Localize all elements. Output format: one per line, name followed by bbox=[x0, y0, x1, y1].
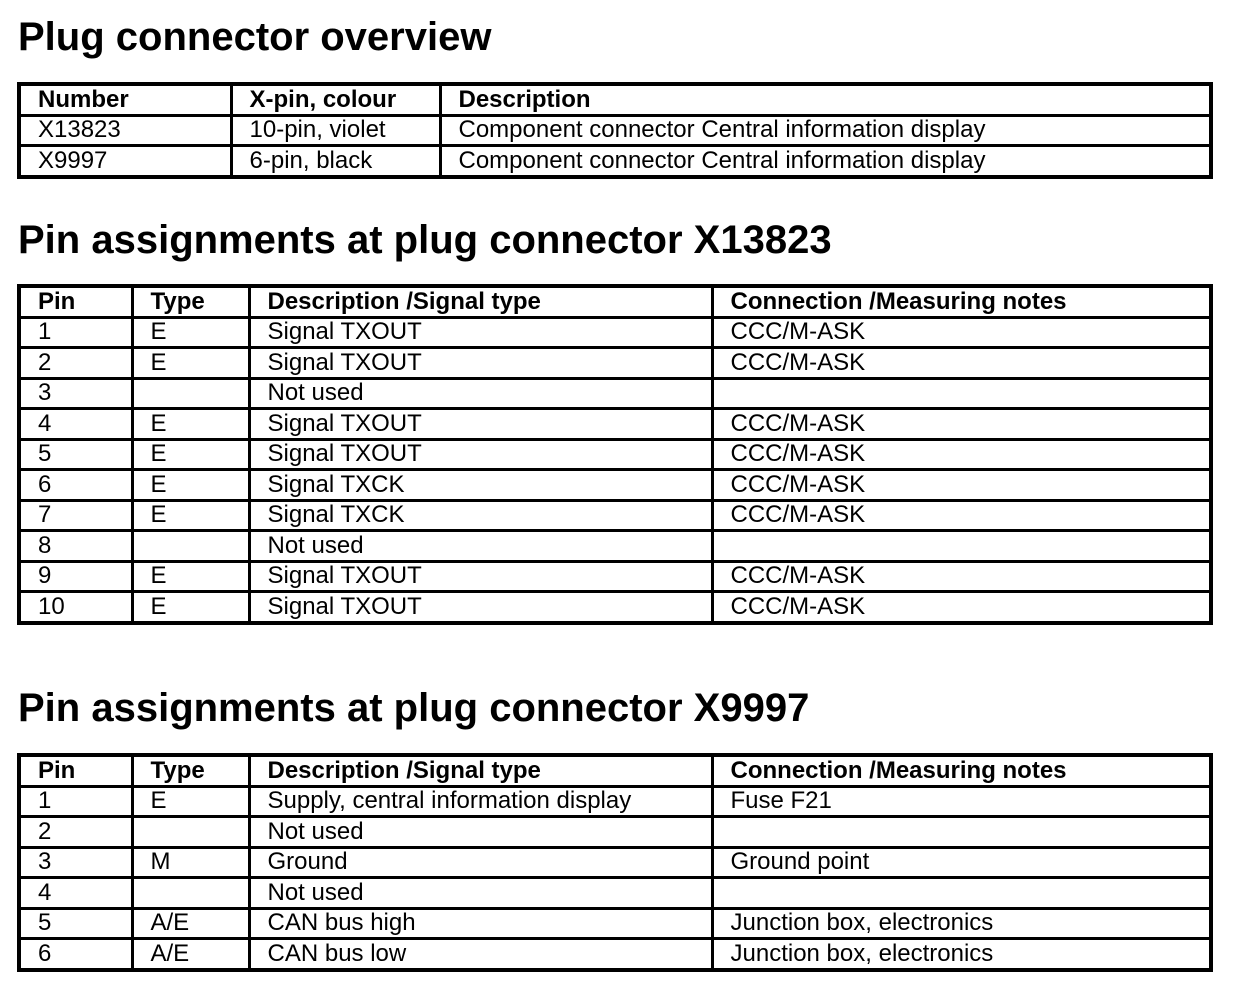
header-description: Description bbox=[440, 84, 1211, 115]
cell-type: E bbox=[132, 470, 249, 501]
table-row bbox=[19, 561, 1211, 592]
cell-type: E bbox=[132, 592, 249, 623]
cell-description: Not used bbox=[249, 878, 712, 909]
header-connection-measuring-notes: Connection /Measuring notes bbox=[712, 286, 1211, 317]
cell-number: X9997 bbox=[19, 146, 231, 177]
cell-pin: 5 bbox=[19, 439, 132, 470]
cell-description: Signal TXOUT bbox=[249, 348, 712, 379]
cell-pin: 1 bbox=[19, 786, 132, 817]
table-header-row bbox=[19, 755, 1211, 786]
cell-description: Not used bbox=[249, 378, 712, 409]
cell-pin: 3 bbox=[19, 378, 132, 409]
header-description-signal-type: Description /Signal type bbox=[249, 286, 712, 317]
cell-description: Component connector Central information display bbox=[440, 115, 1211, 146]
plug-connector-overview-table bbox=[17, 82, 1213, 179]
cell-x-pin-colour: 6-pin, black bbox=[231, 146, 440, 177]
cell-connection: Junction box, electronics bbox=[712, 908, 1211, 939]
cell-connection bbox=[712, 378, 1211, 409]
cell-type bbox=[132, 878, 249, 909]
table-row bbox=[19, 115, 1211, 146]
table-row bbox=[19, 908, 1211, 939]
header-type: Type bbox=[132, 755, 249, 786]
cell-description: Component connector Central information display bbox=[440, 146, 1211, 177]
cell-connection: Junction box, electronics bbox=[712, 939, 1211, 970]
header-pin: Pin bbox=[19, 755, 132, 786]
cell-connection: Ground point bbox=[712, 847, 1211, 878]
cell-type: E bbox=[132, 348, 249, 379]
header-description-signal-type: Description /Signal type bbox=[249, 755, 712, 786]
cell-description: Signal TXCK bbox=[249, 470, 712, 501]
table-row bbox=[19, 592, 1211, 623]
pin-assignments-x9997-table bbox=[17, 753, 1213, 972]
cell-type: E bbox=[132, 786, 249, 817]
cell-description: Signal TXOUT bbox=[249, 317, 712, 348]
cell-pin: 9 bbox=[19, 561, 132, 592]
table-header-row bbox=[19, 286, 1211, 317]
cell-pin: 6 bbox=[19, 939, 132, 970]
cell-connection: Fuse F21 bbox=[712, 786, 1211, 817]
cell-type: E bbox=[132, 500, 249, 531]
table-row bbox=[19, 939, 1211, 970]
cell-type bbox=[132, 531, 249, 562]
cell-description: Signal TXOUT bbox=[249, 561, 712, 592]
cell-pin: 2 bbox=[19, 817, 132, 848]
cell-connection bbox=[712, 878, 1211, 909]
cell-type: E bbox=[132, 409, 249, 440]
table-row bbox=[19, 878, 1211, 909]
cell-description: Ground bbox=[249, 847, 712, 878]
cell-description: Signal TXOUT bbox=[249, 439, 712, 470]
cell-type: A/E bbox=[132, 939, 249, 970]
table-row bbox=[19, 409, 1211, 440]
header-number: Number bbox=[19, 84, 231, 115]
cell-x-pin-colour: 10-pin, violet bbox=[231, 115, 440, 146]
cell-connection: CCC/M-ASK bbox=[712, 409, 1211, 440]
cell-pin: 3 bbox=[19, 847, 132, 878]
table-row bbox=[19, 786, 1211, 817]
cell-description: Signal TXOUT bbox=[249, 409, 712, 440]
cell-type: E bbox=[132, 439, 249, 470]
cell-connection: CCC/M-ASK bbox=[712, 561, 1211, 592]
cell-type bbox=[132, 378, 249, 409]
cell-description: Not used bbox=[249, 817, 712, 848]
cell-connection: CCC/M-ASK bbox=[712, 439, 1211, 470]
table-row bbox=[19, 439, 1211, 470]
table-row bbox=[19, 847, 1211, 878]
cell-pin: 5 bbox=[19, 908, 132, 939]
table-row bbox=[19, 470, 1211, 501]
cell-description: Signal TXOUT bbox=[249, 592, 712, 623]
cell-pin: 4 bbox=[19, 878, 132, 909]
header-connection-measuring-notes: Connection /Measuring notes bbox=[712, 755, 1211, 786]
cell-description: Supply, central information display bbox=[249, 786, 712, 817]
cell-connection bbox=[712, 817, 1211, 848]
cell-type bbox=[132, 817, 249, 848]
cell-type: E bbox=[132, 317, 249, 348]
x9997-title: Pin assignments at plug connector X9997 bbox=[18, 686, 810, 730]
cell-connection: CCC/M-ASK bbox=[712, 500, 1211, 531]
overview-title: Plug connector overview bbox=[18, 15, 492, 59]
cell-pin: 7 bbox=[19, 500, 132, 531]
cell-pin: 6 bbox=[19, 470, 132, 501]
table-header-row bbox=[19, 84, 1211, 115]
cell-connection: CCC/M-ASK bbox=[712, 470, 1211, 501]
cell-pin: 2 bbox=[19, 348, 132, 379]
cell-pin: 1 bbox=[19, 317, 132, 348]
table-row bbox=[19, 348, 1211, 379]
table-row bbox=[19, 317, 1211, 348]
header-type: Type bbox=[132, 286, 249, 317]
cell-connection bbox=[712, 531, 1211, 562]
pin-assignments-x13823-table bbox=[17, 284, 1213, 625]
table-row bbox=[19, 500, 1211, 531]
cell-number: X13823 bbox=[19, 115, 231, 146]
table-row bbox=[19, 146, 1211, 177]
table-row bbox=[19, 531, 1211, 562]
cell-connection: CCC/M-ASK bbox=[712, 317, 1211, 348]
cell-description: Not used bbox=[249, 531, 712, 562]
header-pin: Pin bbox=[19, 286, 132, 317]
cell-type: E bbox=[132, 561, 249, 592]
cell-connection: CCC/M-ASK bbox=[712, 348, 1211, 379]
cell-pin: 10 bbox=[19, 592, 132, 623]
table-row bbox=[19, 378, 1211, 409]
cell-pin: 8 bbox=[19, 531, 132, 562]
cell-type: A/E bbox=[132, 908, 249, 939]
cell-description: Signal TXCK bbox=[249, 500, 712, 531]
cell-pin: 4 bbox=[19, 409, 132, 440]
x13823-title: Pin assignments at plug connector X13823 bbox=[18, 218, 832, 262]
cell-type: M bbox=[132, 847, 249, 878]
table-row bbox=[19, 817, 1211, 848]
header-x-pin-colour: X-pin, colour bbox=[231, 84, 440, 115]
cell-description: CAN bus low bbox=[249, 939, 712, 970]
cell-description: CAN bus high bbox=[249, 908, 712, 939]
cell-connection: CCC/M-ASK bbox=[712, 592, 1211, 623]
